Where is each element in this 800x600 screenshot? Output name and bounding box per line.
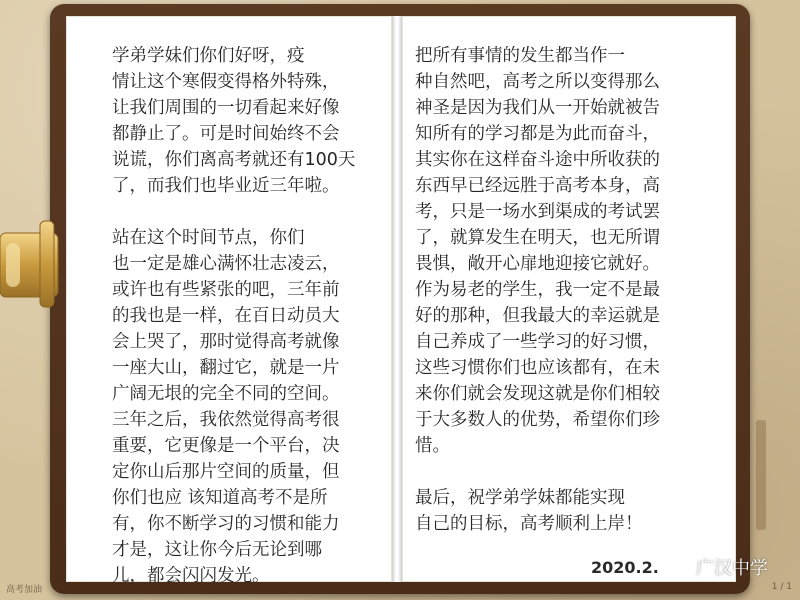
wechat-icon xyxy=(668,556,690,578)
source-watermark xyxy=(668,552,768,582)
footer-caption: 高考加油 xyxy=(6,585,43,595)
letter-date: 2020.2. xyxy=(591,558,659,577)
left-page-text: 学弟学妹们你们好呀，疫 情让这个寒假变得格外特殊， 让我们周围的一切看起来好像 都静止了。可是时间始终不会 说谎，你们离高考就还有100天 了，而我们也毕业近三年啦。 站在这个时间节点，你们 也一定是雄心满怀壮志凌云， 或许也有些紧张的吧，三年前 的我也是一样，在百日动员大 会上哭了，那时觉得高考就像 一座大山，翻过它，就是一片 广阔无垠的完全不同的空间。 三年之后，我依然觉得高考很 重要，它更像是一个平台，决 定你山后那片空间的质量，但 你们也应 该知道高考不是所 有，你不断学习的习惯和能力 才是，这让你今后无论到哪 儿，都会闪闪发光。 xyxy=(112,46,356,586)
watermark-text: 广汉中学 xyxy=(696,558,768,579)
right-page-text: 把所有事情的发生都当作一 种自然吧，高考之所以变得那么 神圣是因为我们从一开始就被告 知所有的学习都是为此而奋斗， 其实你在这样奋斗途中所收获的 东西早已经远胜于高考本身，高 考，只是一场水到渠成的考试罢 了，就算发生在明天，也无所谓 畏惧，敞开心扉地迎接它就好。 作为易老的学生，我一定不是最 好的那种，但我最大的幸运就是 自己养成了一些学习的好习惯， 这些习惯你们也应该都有，在未 来你们就会发现这就是你们相较 于大多数人的优势，希望你们珍 惜。 最后，祝学弟学妹都能实现 自己的目标，高考顺利上岸！ xyxy=(415,46,660,534)
binder-clip-icon xyxy=(0,215,64,311)
page-counter: 1 / 1 xyxy=(771,582,792,592)
page-edge-stamp xyxy=(754,420,768,530)
notebook-spine xyxy=(392,16,402,582)
